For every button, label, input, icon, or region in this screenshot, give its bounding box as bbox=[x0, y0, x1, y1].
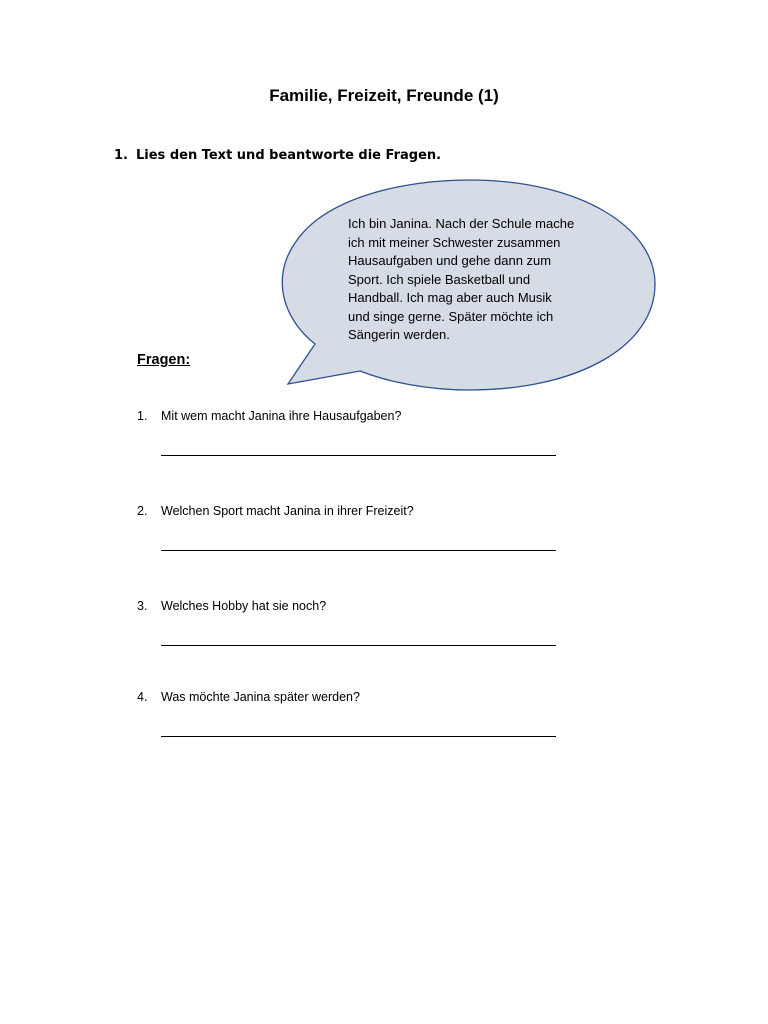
question-text: Was möchte Janina später werden? bbox=[161, 690, 360, 704]
question-text: Mit wem macht Janina ihre Hausaufgaben? bbox=[161, 409, 402, 423]
question-3 bbox=[137, 599, 326, 613]
question-4 bbox=[137, 690, 360, 704]
question-text: Welches Hobby hat sie noch? bbox=[161, 599, 327, 613]
question-number: 3. bbox=[137, 599, 148, 613]
speech-bubble-text bbox=[348, 215, 598, 345]
bubble-line: Ich bin Janina. Nach der Schule mache bbox=[348, 216, 575, 231]
answer-line-2[interactable] bbox=[161, 550, 556, 551]
question-number: 1. bbox=[137, 409, 148, 423]
question-1 bbox=[137, 409, 401, 423]
questions-heading: Fragen: bbox=[137, 352, 191, 368]
answer-line-1[interactable] bbox=[161, 455, 556, 456]
bubble-line: Handball. Ich mag aber auch Musik bbox=[348, 290, 552, 305]
question-2 bbox=[137, 504, 414, 518]
task-number: 1. bbox=[114, 148, 128, 163]
bubble-line: Hausaufgaben und gehe dann zum bbox=[348, 253, 552, 268]
bubble-line: Sport. Ich spiele Basketball und bbox=[348, 271, 531, 287]
bubble-line: und singe gerne. Später möchte ich bbox=[348, 308, 554, 324]
bubble-line: ich mit meiner Schwester zusammen bbox=[348, 234, 561, 250]
question-text: Welchen Sport macht Janina in ihrer Freizeit? bbox=[161, 504, 414, 518]
question-number: 4. bbox=[137, 690, 148, 704]
answer-line-3[interactable] bbox=[161, 645, 556, 646]
answer-line-4[interactable] bbox=[161, 736, 556, 737]
task-text: Lies den Text und beantworte die Fragen. bbox=[136, 148, 442, 163]
question-number: 2. bbox=[137, 504, 148, 518]
bubble-line: Sängerin werden. bbox=[348, 327, 450, 342]
page-title: Familie, Freizeit, Freunde (1) bbox=[269, 86, 499, 105]
